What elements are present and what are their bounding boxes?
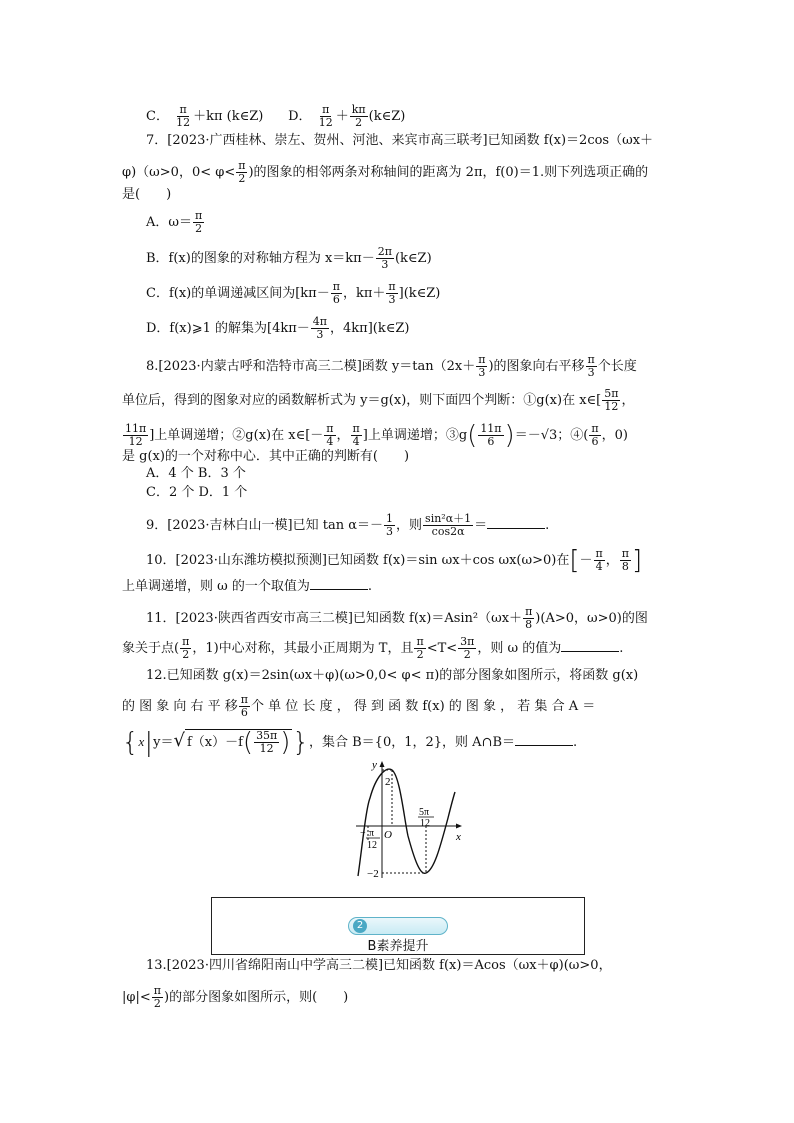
sine-graph bbox=[352, 758, 467, 883]
y-min-label: −2 bbox=[367, 868, 379, 880]
q7-line1: 7．[2023·广西桂林、崇左、贺州、河池、来宾市高三联考]已知函数 f(x)＝2cos（ωx＋ bbox=[146, 133, 654, 148]
y-max-label: 2 bbox=[385, 776, 391, 788]
origin-label: O bbox=[384, 829, 392, 841]
q12-line2: 的 图 象 向 右 平 移 $\frac{\pi}{6}$ 个 单 位 长 度 ， 得 到 函 数 f(x) 的 图 象 ， 若 集 合 A ＝ bbox=[122, 693, 596, 719]
section-title: B素养提升 bbox=[367, 939, 429, 954]
x-axis-label: x bbox=[456, 831, 461, 843]
q13-line2: |φ|< $\frac{\pi}{2}$ )的部分图象如图所示，则( ) bbox=[122, 984, 349, 1010]
right-tick-num: 5π bbox=[419, 807, 430, 818]
option-c-label: C． bbox=[146, 109, 169, 124]
section-banner bbox=[211, 897, 585, 955]
q7-line2: φ)（ω>0，0< φ< $\frac{\pi}{2}$ )的图象的相邻两条对称轴间的距离为 2π，f(0)＝1.则下列选项正确的 bbox=[122, 159, 649, 185]
answer-blank bbox=[487, 516, 545, 529]
q7-option-a: A．ω＝ $\frac{\pi}{2}$ bbox=[146, 209, 203, 235]
q7-option-d: D．f(x)⩾1 的解集为[4kπ－ $\frac{4\pi}{3}$ ，4kπ](k∈Z) bbox=[146, 315, 410, 341]
q8-options-ab: A．4 个 B．3 个 bbox=[146, 466, 246, 481]
left-tick-den: 12 bbox=[367, 840, 377, 851]
q8-line3: $\frac{11\pi}{12}$ ]上单调递增；②g(x)在 x∈[－ $\frac{\pi}{4}$ ， $\frac{\pi}{4}$ ]上单调递增；③g( $\frac{11\pi}{6}$ )＝－√3；④( $\frac{\pi}{6}$ ，0) bbox=[125, 420, 628, 451]
q13-line1: 13.[2023·四川省绵阳南山中学高三二模]已知函数 f(x)＝Acos（ωx＋φ)(ω>0， bbox=[146, 958, 612, 973]
q10-line1: 10．[2023·山东潍坊模拟预测]已知函数 f(x)＝sin ωx＋cos ωx(ω>0)在[－ $\frac{\pi}{4}$ ， $\frac{\pi}{8}$ ] bbox=[146, 545, 643, 576]
q12-line3: {x|y＝√ f（x）－f( $\frac{35\pi}{12}$ )}，集合 B＝{0，1，2}，则 A∩B＝ . bbox=[122, 727, 578, 758]
section-number-badge: 2 bbox=[353, 919, 367, 933]
q10-line2: 上单调递增，则 ω 的一个取值为 . bbox=[122, 579, 373, 594]
q12-line1: 12.已知函数 g(x)＝2sin(ωx＋φ)(ω>0,0< φ< π)的部分图象如图所示，将函数 g(x) bbox=[146, 668, 639, 683]
answer-blank bbox=[310, 577, 368, 590]
q6-options: C． $\frac{\pi}{12}$ ＋kπ (k∈Z) D． $\frac{\pi}{12}$ ＋ $\frac{k\pi}{2}$ (k∈Z) bbox=[146, 103, 406, 129]
q9-line: 9．[2023·吉林白山一模]已知 tan α＝－ $\frac{1}{3}$ ，则 $\frac{\text{sin²α＋1}}{\cos 2\alpha}$ ＝ . bbox=[146, 512, 550, 538]
fraction: $\frac{\pi}{12}$ bbox=[176, 103, 191, 129]
q7-line3: 是( ) bbox=[122, 187, 172, 202]
q11-line2: 象关于点( $\frac{\pi}{2}$ ，1)中心对称，其最小正周期为 T，且 $\frac{\pi}{2}$ <T< $\frac{3\pi}{2}$ ，则 ω 的值为 . bbox=[122, 635, 624, 661]
section-pill bbox=[348, 917, 448, 935]
option-d-label: D． bbox=[288, 109, 312, 124]
x-axis-arrow bbox=[456, 824, 462, 829]
q11-line1: 11．[2023·陕西省西安市高三二模]已知函数 f(x)＝Asin²（ωx＋ $\frac{\pi}{8}$ )(A>0，ω>0)的图 bbox=[146, 605, 648, 631]
q7-option-b: B．f(x)的图象的对称轴方程为 x＝kπ－ $\frac{2\pi}{3}$ (k∈Z) bbox=[146, 245, 432, 271]
answer-blank bbox=[561, 639, 619, 652]
q8-line4: 是 g(x)的一个对称中心．其中正确的判断有( ) bbox=[122, 449, 410, 464]
left-tick-sign: − bbox=[360, 828, 366, 839]
right-tick-den: 12 bbox=[420, 818, 430, 829]
q7-option-c: C．f(x)的单调递减区间为[kπ－ $\frac{\pi}{6}$ ，kπ＋ $\frac{\pi}{3}$ ](k∈Z) bbox=[146, 280, 441, 306]
q8-line2: 单位后，得到的图象对应的函数解析式为 y＝g(x)，则下面四个判断：①g(x)在 x∈[ $\frac{5\pi}{12}$ ， bbox=[122, 387, 635, 413]
left-tick-num: π bbox=[369, 828, 375, 839]
y-axis-label: y bbox=[372, 759, 377, 771]
answer-blank bbox=[515, 733, 573, 746]
q8-options-cd: C．2 个 D．1 个 bbox=[146, 485, 248, 500]
q8-line1: 8.[2023·内蒙古呼和浩特市高三二模]函数 y＝tan（2x＋ $\frac{\pi}{3}$ )的图象向右平移 $\frac{\pi}{3}$ 个长度 bbox=[146, 353, 637, 379]
y-axis-arrow bbox=[380, 761, 385, 767]
sine-curve bbox=[358, 769, 455, 876]
